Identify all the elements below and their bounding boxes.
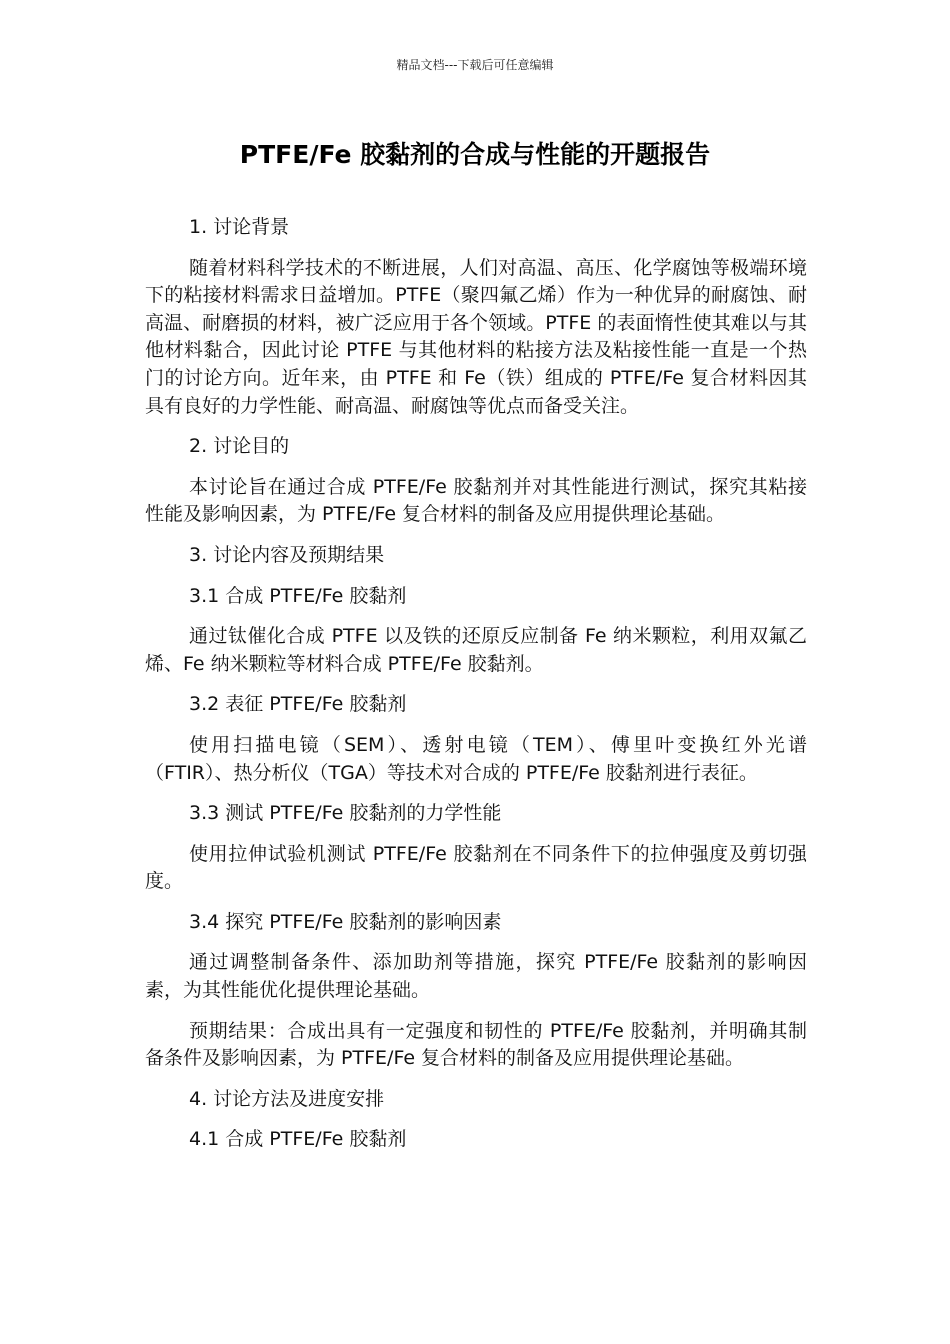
section-heading-methods: 4. 讨论方法及进度安排 [189, 1087, 385, 1110]
subsection-heading-3-4: 3.4 探究 PTFE/Fe 胶黏剂的影响因素 [189, 910, 502, 933]
section-heading-content: 3. 讨论内容及预期结果 [189, 543, 385, 566]
page-header: 精品文档---下载后可任意编辑 [396, 58, 554, 72]
paragraph-purpose: 本讨论旨在通过合成 PTFE/Fe 胶黏剂并对其性能进行测试，探究其粘接性能及影响因素，为 PTFE/Fe 复合材料的制备及应用提供理论基础。 [145, 475, 807, 526]
document-body [145, 214, 807, 1167]
paragraph-3-3: 使用拉伸试验机测试 PTFE/Fe 胶黏剂在不同条件下的拉伸强度及剪切强度。 [145, 842, 807, 893]
subsection-heading-4-1: 4.1 合成 PTFE/Fe 胶黏剂 [189, 1128, 407, 1151]
subsection-heading-3-2: 3.2 表征 PTFE/Fe 胶黏剂 [189, 693, 407, 716]
paragraph-background: 随着材料科学技术的不断进展，人们对高温、高压、化学腐蚀等极端环境下的粘接材料需求日益增加。PTFE（聚四氟乙烯）作为一种优异的耐腐蚀、耐高温、耐磨损的材料，被广泛应用于各个领域。PTFE 的表面惰性使其难以与其他材料黏合，因此讨论 PTFE 与其他材料的粘接方法及粘接性能一直是一个热门的讨论方向。近年来，由 PTFE 和 Fe（铁）组成的 PTFE/Fe 复合材料因其具有良好的力学性能、耐高温、耐腐蚀等优点而备受关注。 [145, 256, 807, 417]
paragraph-3-4: 通过调整制备条件、添加助剂等措施，探究 PTFE/Fe 胶黏剂的影响因素，为其性能优化提供理论基础。 [145, 951, 807, 1002]
subsection-heading-3-3: 3.3 测试 PTFE/Fe 胶黏剂的力学性能 [189, 802, 502, 825]
paragraph-expected-results: 预期结果：合成出具有一定强度和韧性的 PTFE/Fe 胶黏剂，并明确其制备条件及影响因素，为 PTFE/Fe 复合材料的制备及应用提供理论基础。 [145, 1019, 807, 1070]
paragraph-3-2: 使用扫描电镜（SEM）、透射电镜（TEM）、傅里叶变换红外光谱（FTIR）、热分析仪（TGA）等技术对合成的 PTFE/Fe 胶黏剂进行表征。 [145, 733, 807, 784]
document-title: PTFE/Fe 胶黏剂的合成与性能的开题报告 [239, 140, 711, 169]
subsection-heading-3-1: 3.1 合成 PTFE/Fe 胶黏剂 [189, 584, 407, 607]
paragraph-3-1: 通过钛催化合成 PTFE 以及铁的还原反应制备 Fe 纳米颗粒，利用双氟乙烯、Fe 纳米颗粒等材料合成 PTFE/Fe 胶黏剂。 [145, 625, 807, 675]
section-heading-background: 1. 讨论背景 [189, 216, 290, 238]
section-heading-purpose: 2. 讨论目的 [189, 435, 290, 458]
